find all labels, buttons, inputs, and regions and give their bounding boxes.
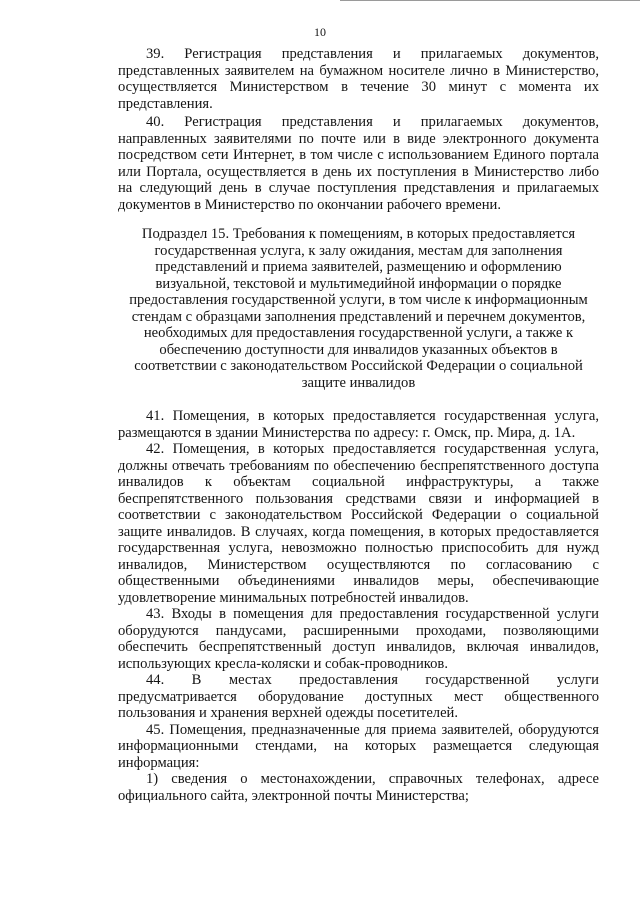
paragraph-41: 41. Помещения, в которых предоставляется государственная услуга, размещаются в здании Министерства по адресу: г. Омск, пр. Мира, д. 1А.: [118, 408, 599, 441]
paragraph-44: 44. В местах предоставления государственной услуги предусматривается оборудование доступных мест общественного пользования и хранения верхней одежды посетителей.: [118, 672, 599, 721]
subsection-15-heading: Подраздел 15. Требования к помещениям, в которых предоставляется государственная услуга, к залу ожидания, местам для заполнения представлений и приема заявителей, размещению и оформлению визуальной, текстовой и мультимедийной информации о порядке предоставления государственной услуги, в том числе к информационным стендам с образцами заполнения представлений и перечнем документов, необходимых для предоставления государственной услуги, а также к обеспечению доступности для инвалидов указанных объектов в соответствии с законодательством Российской Федерации о социальной защите инвалидов: [129, 226, 588, 391]
paragraph-45: 45. Помещения, предназначенные для приема заявителей, оборудуются информационными стендами, на которых размещается следующая информация:: [118, 721, 599, 771]
top-border-line: [340, 0, 640, 1]
paragraph-40: 40. Регистрация представления и прилагаемых документов, направленных заявителями по почте или в виде электронного документа посредством сети Интернет, в том числе с использованием Единого портала или Портала, осуществляется в день их поступления в Министерство либо на следующий день в случае поступления представления и прилагаемых документов в Министерство по окончании рабочего времени.: [118, 114, 599, 213]
document-body: [118, 46, 599, 804]
paragraph-43: 43. Входы в помещения для предоставления государственной услуги оборудуются пандусами, расширенными проходами, позволяющими обеспечить беспрепятственный доступ инвалидов, включая инвалидов, использующих кресла-коляски и собак-проводников.: [118, 606, 599, 672]
page-number: 10: [314, 25, 326, 39]
list-item-1: 1) сведения о местонахождении, справочных телефонах, адресе официального сайта, электронной почты Министерства;: [118, 771, 599, 804]
paragraph-42: 42. Помещения, в которых предоставляется государственная услуга, должны отвечать требованиям по обеспечению беспрепятственного доступа инвалидов к объектам социальной инфраструктуры, а также беспрепятственного пользования средствами связи и информацией в соответствии с законодательством Российской Федерации о социальной защите инвалидов. В случаях, когда помещения, в которых предоставляется государственная услуга, невозможно полностью приспособить для нужд инвалидов, Министерством осуществляются по согласованию с общественными объединениями инвалидов меры, обеспечивающие удовлетворение минимальных потребностей инвалидов.: [118, 441, 599, 606]
paragraph-39: 39. Регистрация представления и прилагаемых документов, представленных заявителем на бумажном носителе лично в Министерство, осуществляется Министерством в течение 30 минут с момента их представления.: [118, 46, 599, 112]
